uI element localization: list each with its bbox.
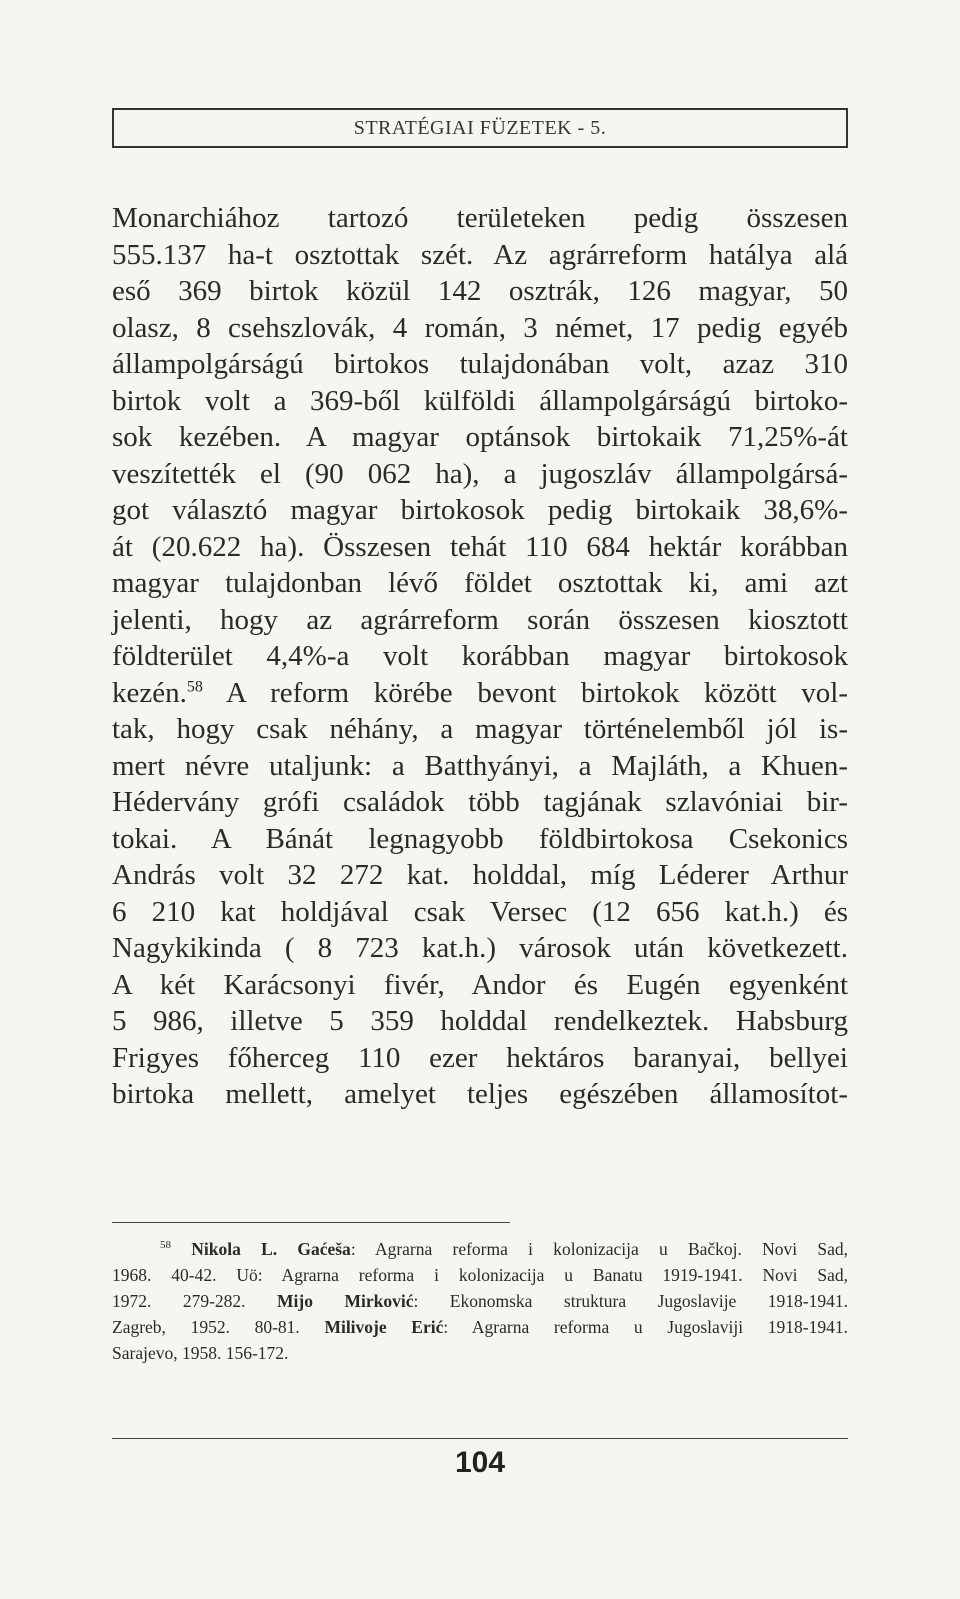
footnote-line: 1968. 40-42. Uö: Agrarna reforma i kolonizacija u Banatu 1919-1941. Novi Sad, bbox=[112, 1265, 848, 1285]
text-line: eső 369 birtok közül 142 osztrák, 126 magyar, 50 bbox=[112, 275, 848, 307]
text-line: sok kezében. A magyar optánsok birtokaik 71,25%-át bbox=[112, 421, 848, 453]
footnote-text: : Ekonomska struktura Jugoslavije 1918-1941. bbox=[413, 1291, 848, 1311]
text-line: 555.137 ha-t osztottak szét. Az agrárreform hatálya alá bbox=[112, 238, 848, 271]
text-line: A két Karácsonyi fivér, Andor és Eugén egyenként bbox=[112, 968, 848, 1001]
text-line: magyar tulajdonban lévő földet osztottak ki, ami azt bbox=[112, 567, 848, 599]
text-line: András volt 32 272 kat. holddal, míg Léderer Arthur bbox=[112, 859, 848, 891]
footnote-reference[interactable]: 58 bbox=[186, 677, 203, 695]
text-line: állampolgárságú birtokos tulajdonában volt, azaz 310 bbox=[112, 348, 848, 380]
text-line: Monarchiához tartozó területeken pedig összesen bbox=[112, 202, 848, 234]
footnote-line bbox=[112, 1288, 848, 1314]
text-line: birtok volt a 369-ből külföldi állampolgárságú birtoko- bbox=[112, 384, 848, 417]
footnote bbox=[112, 1236, 848, 1366]
footnote-divider bbox=[112, 1222, 510, 1223]
text-fragment: kezén. bbox=[112, 676, 187, 709]
footnote-number: 58 bbox=[160, 1239, 171, 1252]
footnote-line: Sarajevo, 1958. 156-172. bbox=[112, 1343, 289, 1363]
text-line: tokai. A Bánát legnagyobb földbirtokosa Csekonics bbox=[112, 822, 848, 855]
page-number: 104 bbox=[454, 1446, 506, 1479]
footnote-text: 1972. 279-282. bbox=[112, 1291, 278, 1311]
text-line: got választó magyar birtokosok pedig birtokaik 38,6%- bbox=[112, 494, 848, 526]
footnote-line bbox=[112, 1236, 848, 1262]
text-line: Frigyes főherceg 110 ezer hektáros baranyai, bellyei bbox=[112, 1041, 848, 1074]
running-header bbox=[112, 108, 848, 148]
footnote-author: Mijo Mirković bbox=[277, 1291, 414, 1311]
footnote-author: Milivoje Erić bbox=[324, 1317, 444, 1337]
body-text bbox=[112, 200, 848, 1113]
text-line: tak, hogy csak néhány, a magyar történelemből jól is- bbox=[112, 713, 848, 745]
text-line: 6 210 kat holdjával csak Versec (12 656 kat.h.) és bbox=[112, 895, 848, 928]
running-header-title: STRATÉGIAI FÜZETEK - 5. bbox=[353, 116, 607, 139]
text-fragment: A reform körébe bevont birtokok között vol- bbox=[202, 676, 848, 709]
text-line: jelenti, hogy az agrárreform során összesen kiosztott bbox=[112, 603, 848, 636]
page-bottom-rule bbox=[112, 1438, 848, 1439]
text-line: Nagykikinda ( 8 723 kat.h.) városok után következett. bbox=[112, 932, 848, 964]
text-line: birtoka mellett, amelyet teljes egészében államosítot- bbox=[112, 1078, 848, 1110]
text-line: földterület 4,4%-a volt korábban magyar birtokosok bbox=[112, 640, 848, 672]
text-line: olasz, 8 csehszlovák, 4 román, 3 német, 17 pedig egyéb bbox=[112, 311, 848, 344]
text-line: mert névre utaljunk: a Batthyányi, a Majláth, a Khuen- bbox=[112, 749, 848, 782]
text-line: veszítették el (90 062 ha), a jugoszláv állampolgársá- bbox=[112, 457, 848, 490]
text-line: 5 986, illetve 5 359 holddal rendelkeztek. Habsburg bbox=[112, 1005, 848, 1037]
text-line: Hédervány grófi családok több tagjának szlavóniai bir- bbox=[112, 786, 848, 818]
footnote-author: Nikola L. Gaćeša bbox=[191, 1239, 351, 1259]
text-line-with-footnote bbox=[112, 675, 848, 712]
footnote-line bbox=[112, 1314, 848, 1340]
text-line: át (20.622 ha). Összesen tehát 110 684 hektár korábban bbox=[112, 530, 848, 563]
footnote-text: : Agrarna reforma i kolonizacija u Bačkoj. Novi Sad, bbox=[350, 1239, 848, 1259]
footnote-text: Zagreb, 1952. 80-81. bbox=[112, 1317, 325, 1337]
footnote-text: : Agrarna reforma u Jugoslaviji 1918-1941. bbox=[443, 1317, 848, 1337]
